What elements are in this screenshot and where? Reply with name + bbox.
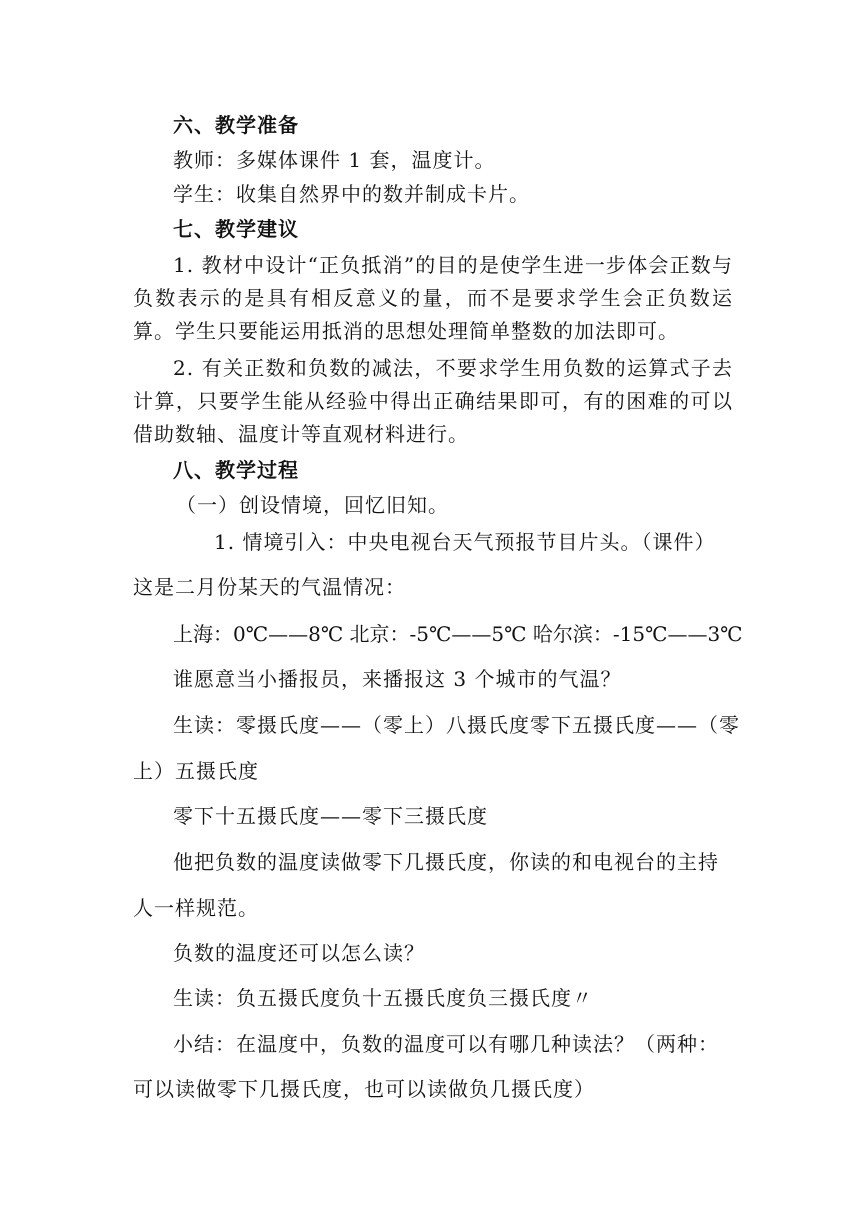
broadcast-question: 谁愿意当小播报员，来播报这 3 个城市的气温？ [173,667,622,691]
follow-up-question: 负数的温度还可以怎么读？ [173,941,425,965]
section-8-heading: 八、教学过程 [173,458,299,482]
student-preparation: 学生：收集自然界中的数并制成卡片。 [173,182,530,206]
student-reading-1-line-1: 生读：零摄氏度——（零上）八摄氏度零下五摄氏度——（零 [173,713,740,737]
suggestion-2: 2. 有关正数和负数的减法，不要求学生用负数的运算式子去计算，只要学生能从经验中得出正确结果即可，有的困难的可以借助数轴、温度计等直观材料进行。 [133,356,733,446]
suggestion-1: 1. 教材中设计“正负抵消”的目的是使学生进一步体会正数与负数表示的是具有相反意义的量，而不是要求学生会正负数运算。学生只要能运用抵消的思想处理简单整数的加法即可。 [133,253,733,343]
student-reading-3: 生读：负五摄氏度负十五摄氏度负三摄氏度〃 [173,986,593,1010]
student-reading-1-line-2: 上）五摄氏度 [133,759,259,783]
subsection-1-heading: （一）创设情境，回忆旧知。 [176,493,449,517]
section-7-heading: 七、教学建议 [173,217,299,241]
teacher-comment-line-2: 人一样规范。 [133,896,259,920]
summary-line-1: 小结：在温度中，负数的温度可以有哪几种读法？（两种： [173,1032,719,1056]
temperature-list: 上海：0℃——8℃ 北京：-5℃——5℃ 哈尔滨：-15℃——3℃ [173,622,743,646]
student-reading-2: 零下十五摄氏度——零下三摄氏度 [173,804,488,828]
teacher-comment-line-1: 他把负数的温度读做零下几摄氏度，你读的和电视台的主持 [173,850,719,874]
section-6-heading: 六、教学准备 [173,113,299,137]
teacher-preparation: 教师：多媒体课件 1 套，温度计。 [173,148,496,172]
summary-line-2: 可以读做零下几摄氏度，也可以读做负几摄氏度） [133,1077,595,1101]
item-1-line-2: 这是二月份某天的气温情况： [133,575,406,599]
item-1-line-1: 1. 情境引入：中央电视台天气预报节目片头。（课件） [214,530,716,554]
